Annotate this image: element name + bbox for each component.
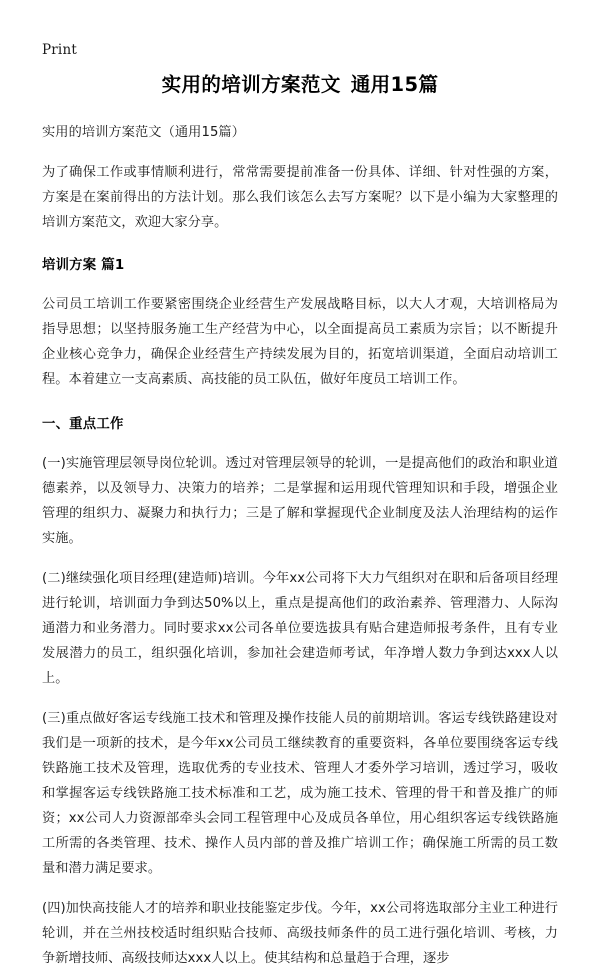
document-subtitle: 实用的培训方案范文（通用15篇） xyxy=(42,125,246,140)
page-title-suffix: 通用15篇 xyxy=(350,73,439,96)
section-heading-key-work: 一、重点工作 xyxy=(42,417,124,432)
document-intro-paragraph: 为了确保工作或事情顺利进行，常常需要提前准备一份具体、详细、针对性强的方案，方案是在案前得出的方法计划。那么我们该怎么去写方案呢？以下是小编为大家整理的培训方案范文，欢迎大家分享。 xyxy=(42,165,558,230)
print-label[interactable]: Print xyxy=(42,42,77,58)
section-heading-plan-1: 培训方案 篇1 xyxy=(42,258,125,273)
page-title-main: 实用的培训方案范文 xyxy=(161,73,341,96)
document-content xyxy=(42,68,558,971)
body-paragraph: (一)实施管理层领导岗位轮训。透过对管理层领导的轮训，一是提高他们的政治和职业道德素养，以及领导力、决策力的培养；二是掌握和运用现代管理知识和手段，增强企业管理的组织力、凝聚力和执行力；三是了解和掌握现代企业制度及法人治理结构的运作实施。 xyxy=(42,456,558,546)
page-title xyxy=(42,68,558,100)
body-paragraph: 公司员工培训工作要紧密围绕企业经营生产发展战略目标，以大人才观，大培训格局为指导思想；以坚持服务施工生产经营为中心，以全面提高员工素质为宗旨；以不断提升企业核心竞争力，确保企业经营生产持续发展为目的，拓宽培训渠道，全面启动培训工程。本着建立一支高素质、高技能的员工队伍，做好年度员工培训工作。 xyxy=(42,297,558,387)
body-paragraph: (二)继续强化项目经理(建造师)培训。今年xx公司将下大力气组织对在职和后备项目经理进行轮训，培训面力争到达50%以上，重点是提高他们的政治素养、管理潜力、人际沟通潜力和业务潜力。同时要求xx公司各单位要选拔具有贴合建造师报考条件，且有专业发展潜力的员工，组织强化培训，参加社会建造师考试，年净增人数力争到达xxx人以上。 xyxy=(42,571,558,686)
body-paragraph: (三)重点做好客运专线施工技术和管理及操作技能人员的前期培训。客运专线铁路建设对我们是一项新的技术，是今年xx公司员工继续教育的重要资料，各单位要围绕客运专线铁路施工技术及管理，选取优秀的专业技术、管理人才委外学习培训，透过学习，吸收和掌握客运专线铁路施工技术标准和工艺，成为施工技术、管理的骨干和普及推广的师资；xx公司人力资源部牵头会同工程管理中心及成员各单位，用心组织客运专线铁路施工所需的各类管理、技术、操作人员内部的普及推广培训工作；确保施工所需的员工数量和潜力满足要求。 xyxy=(42,711,558,876)
body-paragraph: (四)加快高技能人才的培养和职业技能鉴定步伐。今年，xx公司将选取部分主业工种进行轮训，并在兰州技校适时组织贴合技师、高级技师条件的员工进行强化培训、考核，力争新增技师、高级技师达xxx人以上。使其结构和总量趋于合理，逐步 xyxy=(42,901,558,966)
